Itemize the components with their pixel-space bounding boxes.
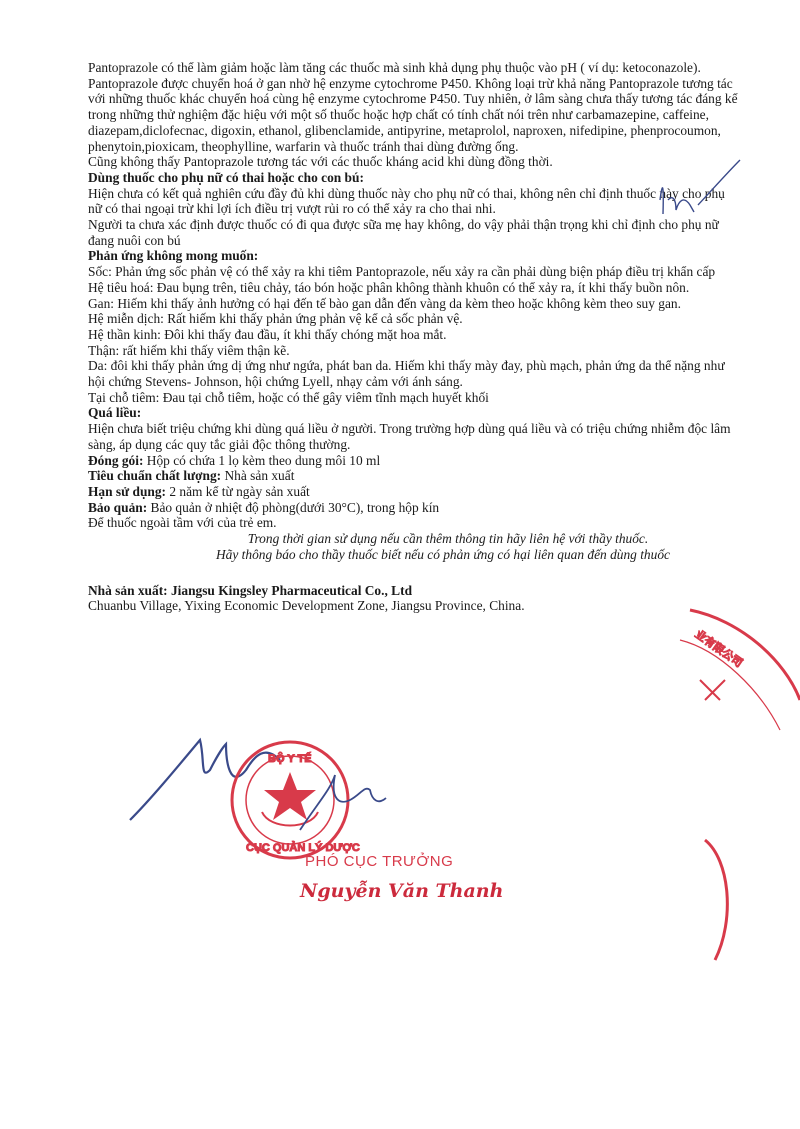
paragraph-interactions-1: Pantoprazole có thể làm giảm hoặc làm tăng các thuốc mà sinh khả dụng phụ thuộc vào pH ( ví dụ: ketoconazole). bbox=[88, 60, 701, 75]
shelf-life-line bbox=[88, 484, 738, 500]
storage-value: Bảo quản ở nhiệt độ phòng(dưới 30°C), trong hộp kín bbox=[147, 499, 440, 515]
ministry-stamp bbox=[232, 742, 360, 858]
children-warning: Để thuốc ngoài tầm với của trẻ em. bbox=[88, 515, 277, 531]
adverse-digestive: Hệ tiêu hoá: Đau bụng trên, tiêu chảy, táo bón hoặc phân không thành khuôn có thể xảy ra, ít khi thấy buồn nôn. bbox=[88, 279, 690, 295]
note-text-2: Hãy thông báo cho thầy thuốc biết nếu có phản ứng có hại liên quan đến dùng thuốc bbox=[216, 546, 670, 562]
adverse-liver: Gan: Hiếm khi thấy ảnh hưởng có hại đến tế bào gan dẫn đến vàng da kèm theo hoặc không kèm theo suy gan. bbox=[88, 295, 681, 311]
manufacturer-address: Chuanbu Village, Yixing Economic Development Zone, Jiangsu Province, China. bbox=[88, 598, 525, 614]
company-stamp-text: 业有限公司 bbox=[692, 628, 745, 670]
section-heading-overdose: Quá liều: bbox=[88, 405, 142, 421]
standard-line bbox=[88, 468, 738, 484]
storage-label: Bảo quản: bbox=[88, 499, 148, 515]
pregnancy-line-1: Hiện chưa có kết quả nghiên cứu đầy đủ khi dùng thuốc này cho phụ nữ có thai, không nên chỉ định thuốc này cho phụ nữ có thai ngoại trừ khi lợi ích điều trị vượt rủi ro có thể xảy ra cho thai nhi. bbox=[88, 185, 725, 217]
adverse-shock: Sốc: Phản ứng sốc phản vệ có thể xảy ra khi tiêm Pantoprazole, nếu xảy ra cần phải dùng biện pháp điều trị khẩn cấp bbox=[88, 264, 716, 280]
section-heading-pregnancy: Dùng thuốc cho phụ nữ có thai hoặc cho con bú: bbox=[88, 169, 364, 185]
signature-deputy bbox=[300, 775, 386, 830]
note-report-adverse bbox=[88, 547, 738, 563]
manufacturer-label: Nhà sản xuất: bbox=[88, 582, 168, 598]
pregnancy-line-2: Người ta chưa xác định được thuốc có đi qua được sữa mẹ hay không, do vậy phải thận trọng khi chỉ định cho phụ nữ đang nuôi con bú bbox=[88, 217, 719, 248]
packaging-line bbox=[88, 453, 738, 469]
company-stamp bbox=[680, 610, 800, 730]
stamp-bottom-text: CỤC QUẢN LÝ DƯỢC bbox=[246, 842, 360, 854]
manufacturer-name: Jiangsu Kingsley Pharmaceutical Co., Ltd bbox=[167, 582, 413, 598]
adverse-injection-site: Tại chỗ tiêm: Đau tại chỗ tiêm, hoặc có thể gây viêm tĩnh mạch huyết khối bbox=[88, 389, 489, 405]
adverse-skin: Da: đôi khi thấy phản ứng dị ứng như ngứa, phát ban da. Hiếm khi thấy mày đay, phù mạch, phản ứng da thể nặng như hội chứng Stevens- Johnson, hội chứng Lyell, nhạy cảm với ánh sáng. bbox=[88, 358, 725, 390]
shelf-life-value: 2 năm kể từ ngày sản xuất bbox=[166, 483, 310, 499]
adverse-immune: Hệ miễn dịch: Rất hiếm khi thấy phản ứng phản vệ kể cả sốc phản vệ. bbox=[88, 311, 463, 327]
partial-stamp-edge bbox=[705, 840, 727, 960]
signature-left bbox=[130, 740, 280, 820]
signer-name: Nguyễn Văn Thanh bbox=[300, 880, 504, 902]
signer-title: PHÓ CỤC TRƯỞNG bbox=[305, 853, 454, 870]
adverse-kidney: Thận: rất hiếm khi thấy viêm thận kẽ. bbox=[88, 342, 290, 358]
shelf-life-label: Hạn sử dụng: bbox=[88, 483, 166, 499]
adverse-nervous: Hệ thần kinh: Đôi khi thấy đau đầu, ít khi thấy chóng mặt hoa mắt. bbox=[88, 326, 447, 342]
packaging-value: Hộp có chứa 1 lọ kèm theo dung môi 10 ml bbox=[143, 452, 381, 468]
note-consult-doctor bbox=[88, 531, 738, 547]
stamp-top-text: BỘ Y TẾ bbox=[268, 753, 312, 765]
paragraph-interactions-3: Cũng không thấy Pantoprazole tương tác với các thuốc kháng acid khi dùng đồng thời. bbox=[88, 154, 553, 170]
manufacturer-line bbox=[88, 583, 738, 599]
section-heading-adverse: Phản ứng không mong muốn: bbox=[88, 248, 259, 264]
note-text-1: Trong thời gian sử dụng nếu cần thêm thông tin hãy liên hệ với thầy thuốc. bbox=[247, 531, 649, 547]
storage-line bbox=[88, 500, 738, 516]
standard-value: Nhà sản xuất bbox=[221, 468, 295, 484]
packaging-label: Đóng gói: bbox=[88, 452, 144, 468]
paragraph-interactions-2: Pantoprazole được chuyển hoá ở gan nhờ hệ enzyme cytochrome P450. Không loại trừ khả năng Pantoprazole tương tác với những thuốc khác chuyển hoá cùng hệ enzyme cytochrome P450. Tuy nhiên, ở lâm sàng chưa thấy tương tác đáng kể trong những thử nghiệm đặc hiệu với một số thuốc hoặc hợp chất có tính chất nói trên như carbamazepine, caffeine, diazepam,diclofecnac, digoxin, ethanol, glibenclamide, antipyrine, metaprolol, naproxen, nifedipine, phenprocoumon, phenytoin,pioxicam, theophylline, warfarin và thuốc tránh thai dùng đường ống. bbox=[88, 75, 738, 154]
document-body bbox=[88, 60, 738, 614]
overdose-text: Hiện chưa biết triệu chứng khi dùng quá liều ở người. Trong trường hợp dùng quá liều và có triệu chứng nhiễm độc lâm sàng, áp dụng các quy tắc giải độc thông thường. bbox=[88, 421, 731, 452]
standard-label: Tiêu chuẩn chất lượng: bbox=[88, 468, 222, 484]
